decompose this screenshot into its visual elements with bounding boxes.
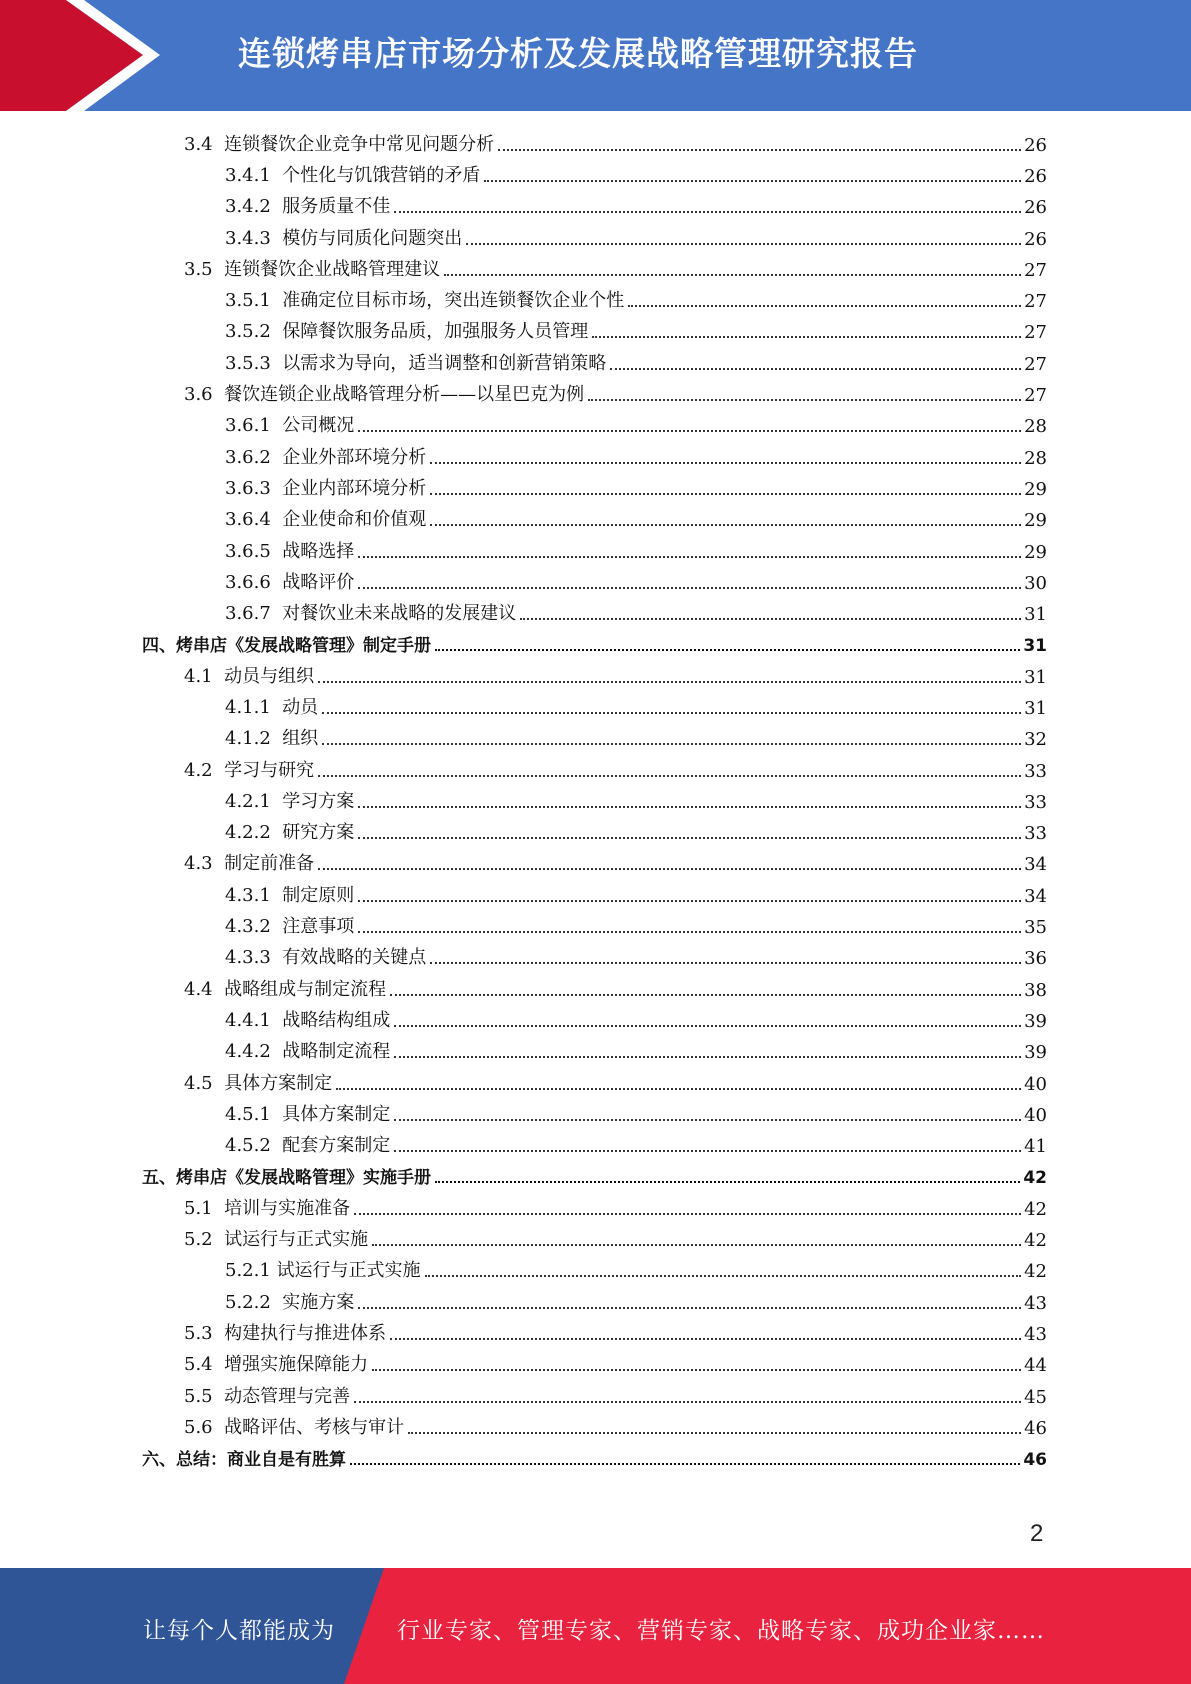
table-of-contents <box>0 127 1191 1473</box>
toc-entry-title: 4.5.2 配套方案制定 <box>225 1135 391 1157</box>
toc-leader-dots <box>610 368 1021 370</box>
toc-entry[interactable] <box>0 1035 1191 1066</box>
toc-entry-title: 3.6.1 公司概况 <box>225 415 355 437</box>
toc-entry-page: 27 <box>1024 353 1047 375</box>
toc-entry-page: 38 <box>1024 979 1047 1001</box>
toc-leader-dots <box>394 1025 1021 1027</box>
toc-entry[interactable] <box>0 1379 1191 1410</box>
toc-entry-page: 28 <box>1024 416 1047 438</box>
toc-entry[interactable] <box>0 1160 1191 1191</box>
toc-entry-page: 29 <box>1024 510 1047 532</box>
toc-entry-title: 5.6 战略评估、考核与审计 <box>184 1416 405 1438</box>
toc-entry-page: 41 <box>1024 1136 1047 1158</box>
toc-entry-title: 4.3.1 制定原则 <box>225 884 355 906</box>
toc-entry[interactable] <box>0 1191 1191 1222</box>
toc-entry-title: 3.5.1 准确定位目标市场，突出连锁餐饮企业个性 <box>225 290 625 312</box>
toc-entry-page: 33 <box>1024 760 1047 782</box>
toc-entry-title: 5.4 增强实施保障能力 <box>184 1354 369 1376</box>
toc-entry-page: 33 <box>1024 791 1047 813</box>
toc-leader-dots <box>390 994 1021 996</box>
toc-entry-title: 3.6 餐饮连锁企业战略管理分析——以星巴克为例 <box>184 384 585 406</box>
toc-entry-title: 4.4 战略组成与制定流程 <box>184 978 387 1000</box>
toc-entry[interactable] <box>0 1097 1191 1128</box>
toc-entry[interactable] <box>0 659 1191 690</box>
toc-entry-title: 3.6.2 企业外部环境分析 <box>225 446 427 468</box>
toc-leader-dots <box>336 1088 1021 1090</box>
toc-leader-dots <box>408 1432 1021 1434</box>
toc-entry-page: 26 <box>1024 165 1047 187</box>
toc-leader-dots <box>358 837 1021 839</box>
toc-leader-dots <box>358 1307 1021 1309</box>
toc-entry-title: 3.6.6 战略评价 <box>225 571 355 593</box>
toc-entry[interactable] <box>0 972 1191 1003</box>
toc-leader-dots <box>318 775 1021 777</box>
toc-entry-title: 3.6.4 企业使命和价值观 <box>225 509 427 531</box>
toc-entry-title: 4.2.2 研究方案 <box>225 822 355 844</box>
toc-entry-title: 4.3.2 注意事项 <box>225 916 355 938</box>
toc-leader-dots <box>425 1275 1022 1277</box>
toc-leader-dots <box>628 305 1021 307</box>
toc-entry-title: 4.4.1 战略结构组成 <box>225 1009 391 1031</box>
toc-leader-dots <box>372 1244 1021 1246</box>
toc-entry-page: 31 <box>1024 666 1047 688</box>
toc-entry-title: 5.5 动态管理与完善 <box>184 1385 351 1407</box>
toc-entry-title: 3.5 连锁餐饮企业战略管理建议 <box>184 258 441 280</box>
toc-leader-dots <box>372 1369 1021 1371</box>
toc-entry-page: 26 <box>1024 228 1047 250</box>
toc-entry[interactable] <box>0 847 1191 878</box>
toc-entry-title: 4.1.2 组织 <box>225 728 319 750</box>
toc-entry-page: 26 <box>1024 134 1047 156</box>
toc-entry-page: 36 <box>1024 948 1047 970</box>
toc-entry-page: 29 <box>1024 478 1047 500</box>
page-number: 2 <box>1030 1520 1044 1547</box>
toc-entry[interactable] <box>0 1348 1191 1379</box>
toc-leader-dots <box>520 618 1021 620</box>
toc-leader-dots <box>358 587 1021 589</box>
toc-leader-dots <box>430 524 1021 526</box>
toc-entry-title: 3.6.3 企业内部环境分析 <box>225 477 427 499</box>
toc-entry[interactable] <box>0 1316 1191 1347</box>
toc-entry[interactable] <box>0 440 1191 471</box>
toc-leader-dots <box>430 462 1021 464</box>
toc-entry-title: 4.1 动员与组织 <box>184 665 315 687</box>
toc-entry[interactable] <box>0 909 1191 940</box>
toc-entry[interactable] <box>0 1129 1191 1160</box>
toc-leader-dots <box>592 336 1021 338</box>
toc-entry[interactable] <box>0 596 1191 627</box>
toc-entry[interactable] <box>0 346 1191 377</box>
toc-entry[interactable] <box>0 471 1191 502</box>
toc-leader-dots <box>430 493 1021 495</box>
toc-entry-title: 4.5.1 具体方案制定 <box>225 1103 391 1125</box>
toc-leader-dots <box>358 900 1021 902</box>
toc-entry[interactable] <box>0 628 1191 659</box>
document-title: 连锁烤串店市场分析及发展战略管理研究报告 <box>238 34 918 73</box>
toc-leader-dots <box>354 1213 1021 1215</box>
toc-entry-page: 42 <box>1023 1167 1047 1188</box>
toc-entry[interactable] <box>0 1254 1191 1285</box>
toc-entry[interactable] <box>0 722 1191 753</box>
toc-entry[interactable] <box>0 1441 1191 1472</box>
toc-entry[interactable] <box>0 1285 1191 1316</box>
header-chevron-icon <box>0 0 170 111</box>
toc-entry[interactable] <box>0 941 1191 972</box>
toc-entry[interactable] <box>0 565 1191 596</box>
toc-entry-page: 42 <box>1024 1198 1047 1220</box>
toc-entry-page: 27 <box>1024 291 1047 313</box>
toc-entry[interactable] <box>0 127 1191 158</box>
toc-entry[interactable] <box>0 252 1191 283</box>
toc-entry-title: 5.1 培训与实施准备 <box>184 1197 351 1219</box>
toc-leader-dots <box>318 868 1021 870</box>
toc-leader-dots <box>322 743 1021 745</box>
toc-entry[interactable] <box>0 534 1191 565</box>
toc-entry-page: 31 <box>1023 635 1047 656</box>
toc-entry-page: 34 <box>1024 885 1047 907</box>
toc-leader-dots <box>358 430 1021 432</box>
toc-entry-page: 45 <box>1024 1386 1047 1408</box>
toc-leader-dots <box>588 399 1021 401</box>
page-footer <box>0 1568 1191 1684</box>
toc-entry-page: 40 <box>1024 1073 1047 1095</box>
toc-entry-title: 4.5 具体方案制定 <box>184 1072 333 1094</box>
toc-entry-page: 30 <box>1024 572 1047 594</box>
toc-entry-page: 35 <box>1024 917 1047 939</box>
toc-entry-title: 5.2.2 实施方案 <box>225 1291 355 1313</box>
toc-leader-dots <box>354 1401 1021 1403</box>
toc-leader-dots <box>318 681 1021 683</box>
toc-leader-dots <box>430 962 1021 964</box>
toc-leader-dots <box>466 243 1021 245</box>
toc-entry[interactable] <box>0 377 1191 408</box>
toc-entry-title: 4.2.1 学习方案 <box>225 790 355 812</box>
toc-entry-page: 34 <box>1024 854 1047 876</box>
toc-entry[interactable] <box>0 409 1191 440</box>
toc-leader-dots <box>484 180 1021 182</box>
toc-leader-dots <box>435 649 1020 651</box>
toc-entry-page: 33 <box>1024 823 1047 845</box>
toc-entry-page: 26 <box>1024 197 1047 219</box>
toc-leader-dots <box>394 1119 1021 1121</box>
toc-leader-dots <box>394 211 1021 213</box>
toc-entry-page: 39 <box>1024 1010 1047 1032</box>
toc-entry-page: 46 <box>1023 1449 1047 1470</box>
toc-entry-page: 29 <box>1024 541 1047 563</box>
toc-entry[interactable] <box>0 753 1191 784</box>
toc-entry[interactable] <box>0 190 1191 221</box>
toc-entry-page: 43 <box>1024 1292 1047 1314</box>
toc-entry[interactable] <box>0 503 1191 534</box>
toc-entry-title: 4.4.2 战略制定流程 <box>225 1041 391 1063</box>
toc-entry-page: 40 <box>1024 1104 1047 1126</box>
toc-leader-dots <box>394 1150 1021 1152</box>
toc-entry-title: 3.6.5 战略选择 <box>225 540 355 562</box>
toc-entry-page: 39 <box>1024 1042 1047 1064</box>
toc-leader-dots <box>394 1056 1021 1058</box>
toc-entry-title: 4.3 制定前准备 <box>184 853 315 875</box>
toc-entry-title: 3.5.3 以需求为导向，适当调整和创新营销策略 <box>225 352 607 374</box>
toc-leader-dots <box>350 1463 1020 1465</box>
toc-entry-title: 六、总结：商业自是有胜算 <box>142 1449 346 1470</box>
toc-entry-page: 27 <box>1024 259 1047 281</box>
toc-entry[interactable] <box>0 690 1191 721</box>
toc-entry-page: 44 <box>1024 1355 1047 1377</box>
toc-entry-title: 4.2 学习与研究 <box>184 759 315 781</box>
toc-leader-dots <box>444 274 1021 276</box>
toc-entry-page: 32 <box>1024 729 1047 751</box>
toc-entry[interactable] <box>0 878 1191 909</box>
footer-slogan-left: 让每个人都能成为 <box>143 1618 335 1644</box>
toc-entry-page: 42 <box>1024 1230 1047 1252</box>
toc-entry-title: 3.4 连锁餐饮企业竞争中常见问题分析 <box>184 133 495 155</box>
toc-entry-page: 27 <box>1024 385 1047 407</box>
toc-entry[interactable] <box>0 221 1191 252</box>
toc-leader-dots <box>358 806 1021 808</box>
toc-entry-page: 42 <box>1024 1261 1047 1283</box>
toc-entry[interactable] <box>0 784 1191 815</box>
toc-leader-dots <box>358 931 1021 933</box>
toc-entry-page: 31 <box>1024 697 1047 719</box>
toc-leader-dots <box>390 1338 1021 1340</box>
toc-entry-page: 46 <box>1024 1417 1047 1439</box>
footer-slogan-right: 行业专家、管理专家、营销专家、战略专家、成功企业家…… <box>397 1618 1045 1644</box>
toc-entry-title: 3.5.2 保障餐饮服务品质，加强服务人员管理 <box>225 321 589 343</box>
toc-entry[interactable] <box>0 283 1191 314</box>
page-header <box>0 0 1191 111</box>
toc-leader-dots <box>435 1181 1020 1183</box>
toc-entry-page: 28 <box>1024 447 1047 469</box>
toc-entry-title: 3.4.1 个性化与饥饿营销的矛盾 <box>225 164 481 186</box>
toc-entry[interactable] <box>0 816 1191 847</box>
toc-entry-page: 27 <box>1024 322 1047 344</box>
toc-entry[interactable] <box>0 1410 1191 1441</box>
toc-leader-dots <box>358 556 1021 558</box>
toc-entry-page: 31 <box>1024 604 1047 626</box>
toc-entry[interactable] <box>0 315 1191 346</box>
toc-entry[interactable] <box>0 1222 1191 1253</box>
toc-leader-dots <box>322 712 1021 714</box>
toc-entry-title: 5.3 构建执行与推进体系 <box>184 1322 387 1344</box>
toc-entry-title: 3.6.7 对餐饮业未来战略的发展建议 <box>225 603 517 625</box>
toc-entry-title: 五、烤串店《发展战略管理》实施手册 <box>142 1167 431 1188</box>
toc-entry-title: 3.4.2 服务质量不佳 <box>225 196 391 218</box>
toc-entry-title: 4.1.1 动员 <box>225 696 319 718</box>
toc-entry-page: 43 <box>1024 1323 1047 1345</box>
toc-entry[interactable] <box>0 1066 1191 1097</box>
toc-entry-title: 5.2 试运行与正式实施 <box>184 1229 369 1251</box>
toc-entry-title: 四、烤串店《发展战略管理》制定手册 <box>142 635 431 656</box>
toc-entry-title: 3.4.3 模仿与同质化问题突出 <box>225 227 463 249</box>
toc-entry[interactable] <box>0 158 1191 189</box>
toc-leader-dots <box>498 149 1021 151</box>
toc-entry-title: 5.2.1 试运行与正式实施 <box>225 1260 421 1282</box>
toc-entry[interactable] <box>0 1003 1191 1034</box>
toc-entry-title: 4.3.3 有效战略的关键点 <box>225 947 427 969</box>
